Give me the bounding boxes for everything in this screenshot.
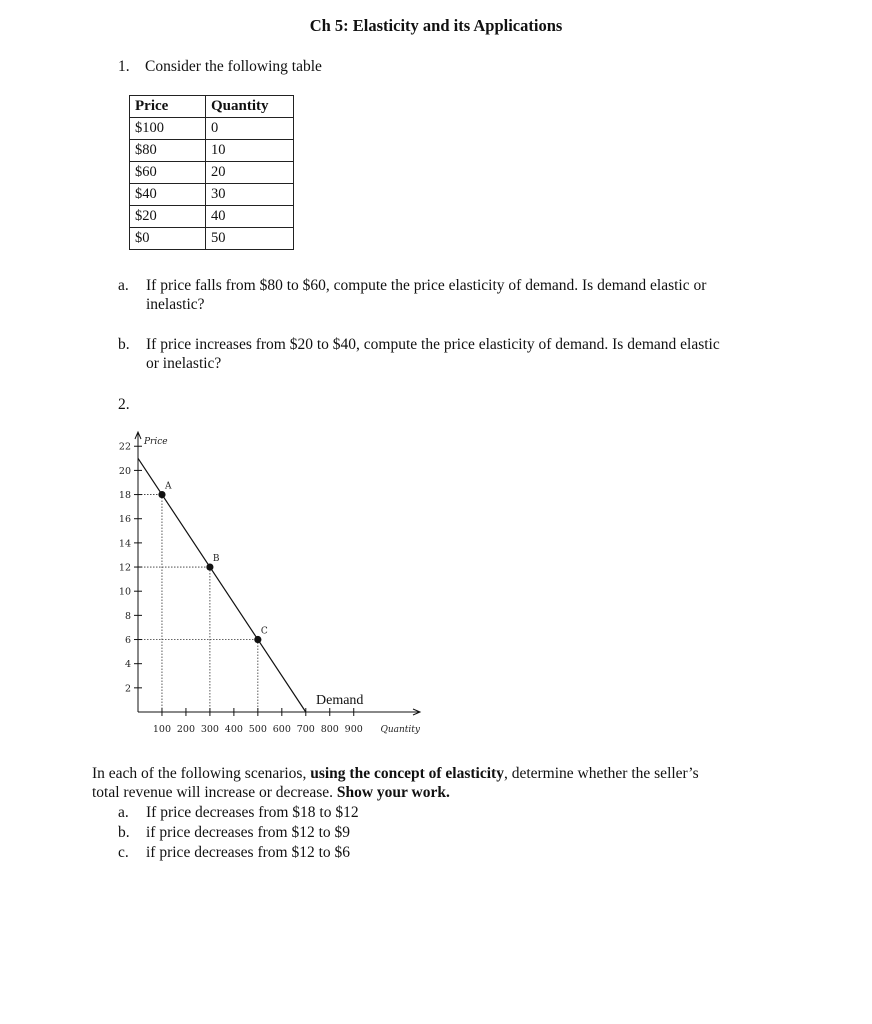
table-header-quantity: Quantity <box>206 96 294 118</box>
x-tick-label: 200 <box>176 724 196 735</box>
x-axis-label: Quantity <box>380 725 420 735</box>
question-2a-letter: a. <box>118 804 129 821</box>
table-cell-quantity: 30 <box>206 184 294 206</box>
y-tick-label: 8 <box>124 610 131 622</box>
question-2c-letter: c. <box>118 844 129 861</box>
page-title: Ch 5: Elasticity and its Applications <box>309 16 563 35</box>
x-tick-label: 900 <box>344 724 363 735</box>
table-row <box>130 118 294 140</box>
y-axis-ticks <box>119 442 142 695</box>
point-label-b: B <box>212 554 220 565</box>
table-cell-price: $20 <box>130 206 206 228</box>
y-tick-label: 12 <box>118 562 131 574</box>
table-header-price: Price <box>130 96 206 118</box>
table-header-row <box>130 96 294 118</box>
question-2-number: 2. <box>118 396 130 413</box>
table-cell-quantity: 50 <box>206 228 294 250</box>
intro-bold-show-work: Show your work. <box>336 784 450 801</box>
question-1b-letter: b. <box>118 336 130 353</box>
table-cell-quantity: 10 <box>206 140 294 162</box>
y-tick-label: 18 <box>118 490 131 502</box>
question-1a-line-2: inelastic? <box>146 296 205 313</box>
question-1-number: 1. <box>118 58 130 75</box>
question-1-prompt: Consider the following table <box>145 58 322 75</box>
x-tick-label: 700 <box>296 724 315 735</box>
table-cell-price: $40 <box>130 184 206 206</box>
question-2a-text: If price decreases from $18 to $12 <box>146 804 359 821</box>
chart-labels <box>143 437 421 735</box>
question-2c-text: if price decreases from $12 to $6 <box>146 844 351 861</box>
demand-chart <box>100 425 430 740</box>
y-tick-label: 22 <box>118 441 131 453</box>
chart-guide-lines <box>138 495 258 712</box>
table-row <box>130 206 294 228</box>
y-tick-label: 20 <box>118 465 131 477</box>
table-cell-price: $80 <box>130 140 206 162</box>
y-tick-label: 2 <box>124 683 131 695</box>
chart-axes <box>135 432 420 715</box>
table-cell-price: $60 <box>130 162 206 184</box>
point-b <box>206 563 213 570</box>
x-tick-label: 400 <box>224 724 243 735</box>
table-cell-price: $0 <box>130 228 206 250</box>
table-row <box>130 184 294 206</box>
chart-points <box>158 482 267 644</box>
point-c <box>254 636 261 643</box>
y-axis-label: Price <box>144 437 168 447</box>
table-cell-quantity: 0 <box>206 118 294 140</box>
table-cell-quantity: 20 <box>206 162 294 184</box>
question-2-intro-line-1 <box>92 764 699 783</box>
question-2b-text: if price decreases from $12 to $9 <box>146 824 351 841</box>
y-tick-label: 14 <box>118 538 131 550</box>
intro-text-1: In each of the following scenarios, <box>92 765 307 782</box>
y-tick-label: 16 <box>118 514 131 526</box>
question-2b-letter: b. <box>118 824 130 841</box>
y-tick-label: 10 <box>118 586 131 598</box>
table-cell-quantity: 40 <box>206 206 294 228</box>
x-tick-label: 600 <box>272 724 291 735</box>
intro-text-2: , determine whether the seller’s <box>503 765 699 782</box>
table-row <box>130 228 294 250</box>
price-quantity-table <box>129 95 294 250</box>
demand-curve-label: Demand <box>316 693 364 708</box>
question-1b-line-1: If price increases from $20 to $40, compute the price elasticity of demand. Is demand elastic <box>146 336 720 353</box>
point-label-c: C <box>260 626 268 637</box>
table-row <box>130 162 294 184</box>
y-tick-label: 4 <box>124 659 131 671</box>
question-1b-line-2: or inelastic? <box>146 355 222 372</box>
point-a <box>158 491 165 498</box>
x-tick-label: 800 <box>320 724 339 735</box>
x-tick-label: 300 <box>200 724 219 735</box>
x-tick-label: 100 <box>152 724 172 735</box>
x-tick-label: 500 <box>248 724 267 735</box>
question-1a-letter: a. <box>118 277 129 294</box>
question-1a-line-1: If price falls from $80 to $60, compute the price elasticity of demand. Is demand elastic or <box>146 277 707 294</box>
intro-bold-elasticity: using the concept of elasticity <box>310 765 504 782</box>
y-tick-label: 6 <box>124 635 131 647</box>
point-label-a: A <box>164 481 172 492</box>
table-row <box>130 140 294 162</box>
intro-text-3: total revenue will increase or decrease. <box>92 784 333 801</box>
table-cell-price: $100 <box>130 118 206 140</box>
question-2-intro-line-2 <box>92 783 450 802</box>
